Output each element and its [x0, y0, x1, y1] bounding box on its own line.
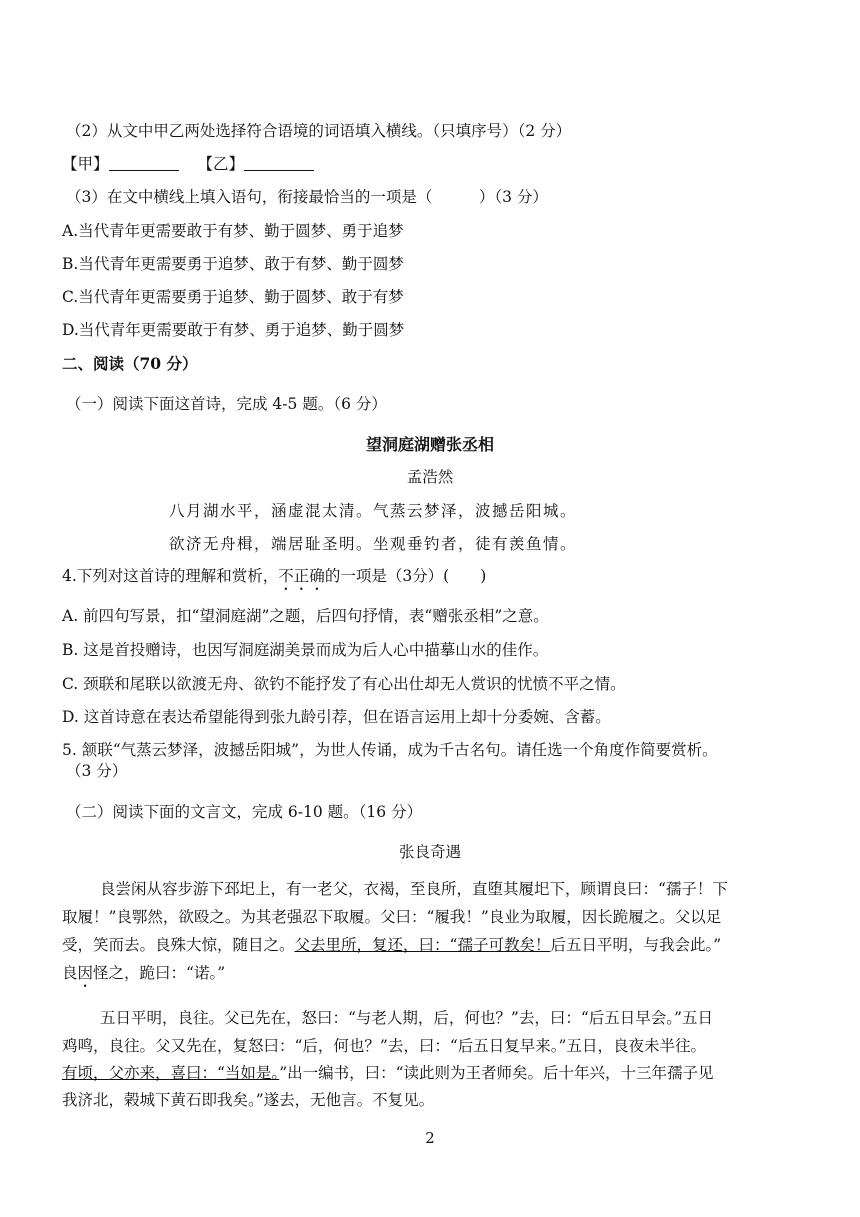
- text-span: 良: [62, 964, 78, 982]
- poem-line-1: 八月湖水平，涵虚混太清。气蒸云梦泽，波撼岳阳城。: [169, 502, 578, 520]
- text-span: 受，笑而去。良殊大惊，随目之。: [62, 936, 295, 954]
- poem-title: 望洞庭湖赠张丞相: [365, 435, 494, 454]
- poem-author: 孟浩然: [406, 468, 454, 486]
- text-span: ”出一编书，曰：“读此则为王者师矣。后十年兴，十三年孺子见: [279, 1064, 714, 1082]
- jia-blank[interactable]: [109, 156, 179, 171]
- option-b: B.当代青年更需要勇于追梦、敢于有梦、勤于圆梦: [62, 255, 404, 273]
- question-2: （2）从文中甲乙两处选择符合语境的词语填入横线。（只填序号）（2 分）: [66, 122, 572, 140]
- question-5-line-1: 5. 颔联“气蒸云梦泽，波撼岳阳城”，为世人传诵，成为千古名句。请任选一个角度作简要赏析。: [62, 741, 718, 759]
- question-3: （3）在文中横线上填入语句，衔接最恰当的一项是（ ）（3 分）: [66, 188, 548, 206]
- subsection-1-heading: （一）阅读下面这首诗，完成 4-5 题。（6 分）: [66, 395, 387, 413]
- emphasis-mark: 。: [364, 908, 380, 926]
- jia-label: 【甲】: [62, 155, 109, 173]
- emphasis-not-correct: 不正确: [278, 567, 325, 585]
- question-4-option-d: D. 这首诗意在表达希望能得到张九龄引荐，但在语言运用上却十分委婉、含蓄。: [62, 708, 611, 726]
- subsection-2-heading: （二）阅读下面的文言文，完成 6-10 题。（16 分）: [66, 803, 423, 821]
- text-span: 怪之，跪曰：“诺。”: [93, 964, 226, 982]
- passage-2-line-3: [62, 1063, 714, 1083]
- question-4-tail: 的一项是（3分）( ): [324, 567, 487, 585]
- yi-blank[interactable]: [244, 156, 314, 171]
- yi-label: 【乙】: [197, 155, 244, 173]
- question-5-line-2: （3 分）: [66, 762, 128, 780]
- passage-2-line-1: 五日平明，良往。父已先在，怒曰：“与老人期，后，何也？”去，曰：“后五日早会。”五日: [100, 1009, 713, 1027]
- passage-2-line-2: 鸡鸣，良往。父又先在，复怒曰：“后，何也？”去，曰：“后五日复早来。”五日，良夜未半往。: [62, 1037, 706, 1055]
- passage-1-line-1: 良尝闲从容步游下邳圯上，有一老父，衣褐，至良所，直堕其履圯下，顾谓良曰：“孺子！下: [100, 880, 728, 898]
- emphasis-yin: 因: [77, 964, 94, 982]
- poem-line-2: 欲济无舟楫，端居耻圣明。坐观垂钓者，徒有羡鱼情。: [169, 535, 578, 553]
- section-2-heading: 二、阅读（70 分）: [62, 354, 198, 373]
- text-span: 取履！”良鄂然，欲殴之。为其老强忍下取履: [62, 908, 365, 926]
- question-4: [62, 566, 486, 594]
- underlined-sentence-2: 有顷，父亦来，喜曰：“当如是。: [62, 1064, 280, 1082]
- option-c: C.当代青年更需要勇于追梦、勤于圆梦、敢于有梦: [62, 288, 404, 306]
- passage-1-line-3: [62, 935, 721, 955]
- passage-1-line-2: [62, 907, 721, 935]
- question-4-option-a: A. 前四句写景，扣“望洞庭湖”之题，后四句抒情，表“赠张丞相”之意。: [62, 607, 549, 625]
- question-4-option-b: B. 这是首投赠诗，也因写洞庭湖美景而成为后人心中描摹山水的佳作。: [62, 641, 549, 659]
- question-4-option-c: C. 颈联和尾联以欲渡无舟、欲钓不能抒发了有心出仕却无人赏识的忧愤不平之情。: [62, 675, 626, 693]
- option-a: A.当代青年更需要敢于有梦、勤于圆梦、勇于追梦: [62, 222, 404, 240]
- passage-2-line-4: 我济北，榖城下黄石即我矣。”遂去，无他言。不复见。: [62, 1091, 435, 1109]
- text-span: 后五日平明，与我会此。”: [550, 936, 722, 954]
- option-d: D.当代青年更需要敢于有梦、勇于追梦、勤于圆梦: [62, 321, 405, 339]
- page-number: 2: [425, 1129, 435, 1147]
- question-4-stem: 4.下列对这首诗的理解和赏析，: [62, 567, 279, 585]
- text-title: 张良奇遇: [398, 843, 461, 861]
- underlined-sentence-1: 父去里所，复还，曰：“孺子可教矣！: [294, 936, 551, 954]
- text-span: 父曰：“履我！”良业为取履，因长跪履之。父以足: [379, 908, 722, 926]
- passage-1-line-4: [62, 963, 225, 991]
- answer-blanks: [62, 154, 328, 174]
